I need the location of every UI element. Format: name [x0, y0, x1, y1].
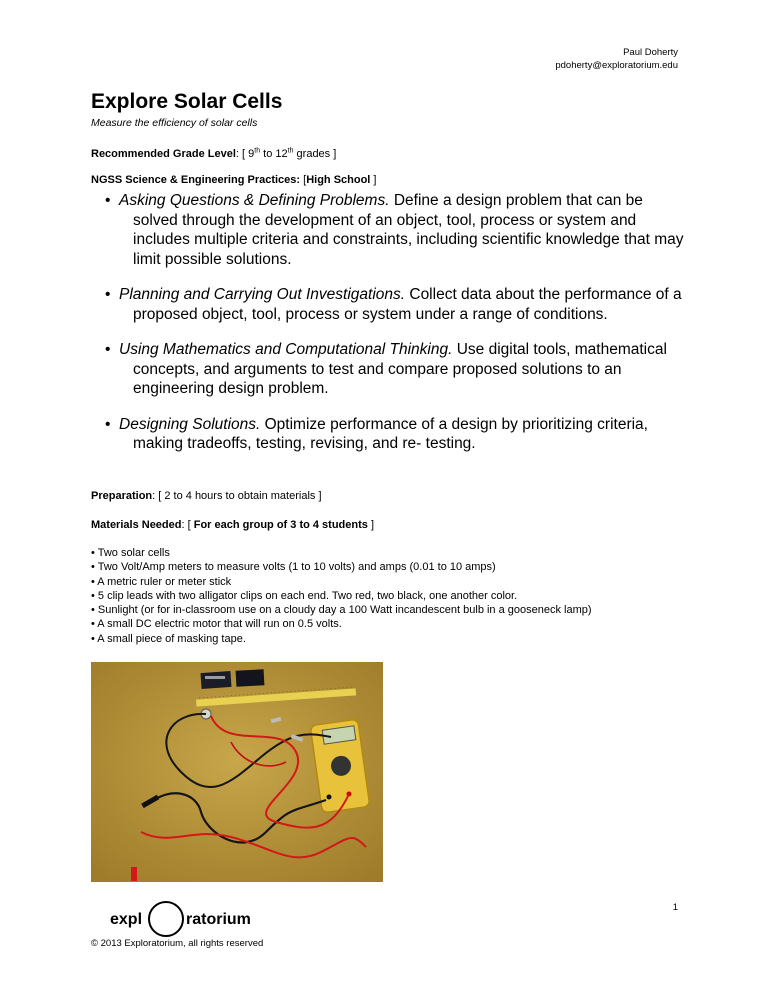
grade-mid: to [260, 148, 276, 160]
material-item: • Sunlight (or for in-classroom use on a cloudy day a 100 Watt incandescent bulb in a gooseneck lamp) [91, 604, 592, 617]
preparation [91, 490, 322, 502]
practice-text: Use digital tools, mathematical concepts, and arguments to test and compare proposed solutions to an engineering design problem. [133, 341, 667, 397]
material-item: • Two Volt/Amp meters to measure volts (1 to 10 volts) and amps (0.01 to 10 amps) [91, 561, 496, 574]
materials-list [91, 546, 592, 646]
grade-from-sup: th [254, 147, 261, 155]
materials-group: For each group of 3 to 4 students [193, 519, 368, 531]
practice-text: Collect data about the performance of a proposed object, tool, process or system under a range of conditions. [133, 286, 682, 323]
copyright: © 2013 Exploratorium, all rights reserved [91, 938, 264, 949]
material-item: • A small piece of masking tape. [91, 632, 246, 645]
ngss-label: NGSS Science & Engineering Practices: [91, 174, 304, 186]
bullet: • [105, 192, 111, 209]
practice-item [91, 415, 691, 454]
author-email: pdoherty@exploratorium.edu [555, 60, 678, 71]
grade-close: grades ] [293, 148, 337, 160]
logo-text-left: expl [110, 911, 143, 928]
materials-open: : [ [181, 519, 194, 531]
practice-lead: Designing Solutions. [119, 415, 261, 433]
ngss-open: [ [303, 174, 307, 186]
author-name: Paul Doherty [623, 47, 678, 58]
grade-from: 9 [248, 148, 255, 160]
material-item: • 5 clip leads with two alligator clips on each end. Two red, two black, one another color. [91, 589, 518, 602]
grade-level-label: Recommended Grade Level [91, 148, 236, 160]
material-item: • Two solar cells [91, 547, 170, 559]
practice-text: Optimize performance of a design by prioritizing criteria, making tradeoffs, testing, revising, and re- testing. [133, 415, 648, 452]
bullet: • [105, 415, 111, 433]
preparation-text: : [ 2 to 4 hours to obtain materials ] [152, 490, 322, 502]
document-title: Explore Solar Cells [91, 90, 283, 113]
practice-lead: Planning and Carrying Out Investigations. [119, 286, 406, 303]
grade-level [91, 148, 336, 160]
practice-lead: Using Mathematics and Computational Thinking. [119, 341, 453, 358]
materials-close: ] [367, 519, 375, 531]
ngss-close: ] [370, 174, 377, 186]
grade-open: : [ [235, 148, 249, 160]
practice-lead: Asking Questions & Defining Problems. [119, 192, 390, 209]
header-author-block [555, 46, 678, 72]
materials-photo-illustration [91, 662, 383, 882]
practice-item [91, 191, 691, 269]
page-number: 1 [672, 902, 678, 913]
logo-circle-icon [146, 899, 186, 939]
document-subtitle: Measure the efficiency of solar cells [91, 117, 258, 129]
material-item: • A small DC electric motor that will run on 0.5 volts. [91, 618, 342, 631]
materials-heading [91, 519, 374, 531]
practice-item [91, 340, 691, 399]
grade-to: 12 [275, 148, 288, 160]
bullet: • [105, 286, 111, 303]
grade-to-sup: th [287, 147, 294, 155]
exploratorium-logo [110, 902, 250, 942]
material-item: • A metric ruler or meter stick [91, 575, 232, 588]
practice-text: Define a design problem that can be solved through the development of an object, tool, process or system and includes multiple criteria and constraints, including scientific knowledge that may limit possible solutions. [133, 192, 684, 268]
practice-item [91, 285, 691, 324]
ngss-level: High School [306, 174, 371, 186]
ngss-heading [91, 174, 377, 186]
materials-photo [91, 662, 383, 882]
preparation-label: Preparation [91, 490, 153, 502]
logo-text-right: ratorium [186, 911, 251, 928]
practices-list [91, 191, 691, 470]
materials-label: Materials Needed [91, 519, 182, 531]
bullet: • [105, 341, 111, 358]
